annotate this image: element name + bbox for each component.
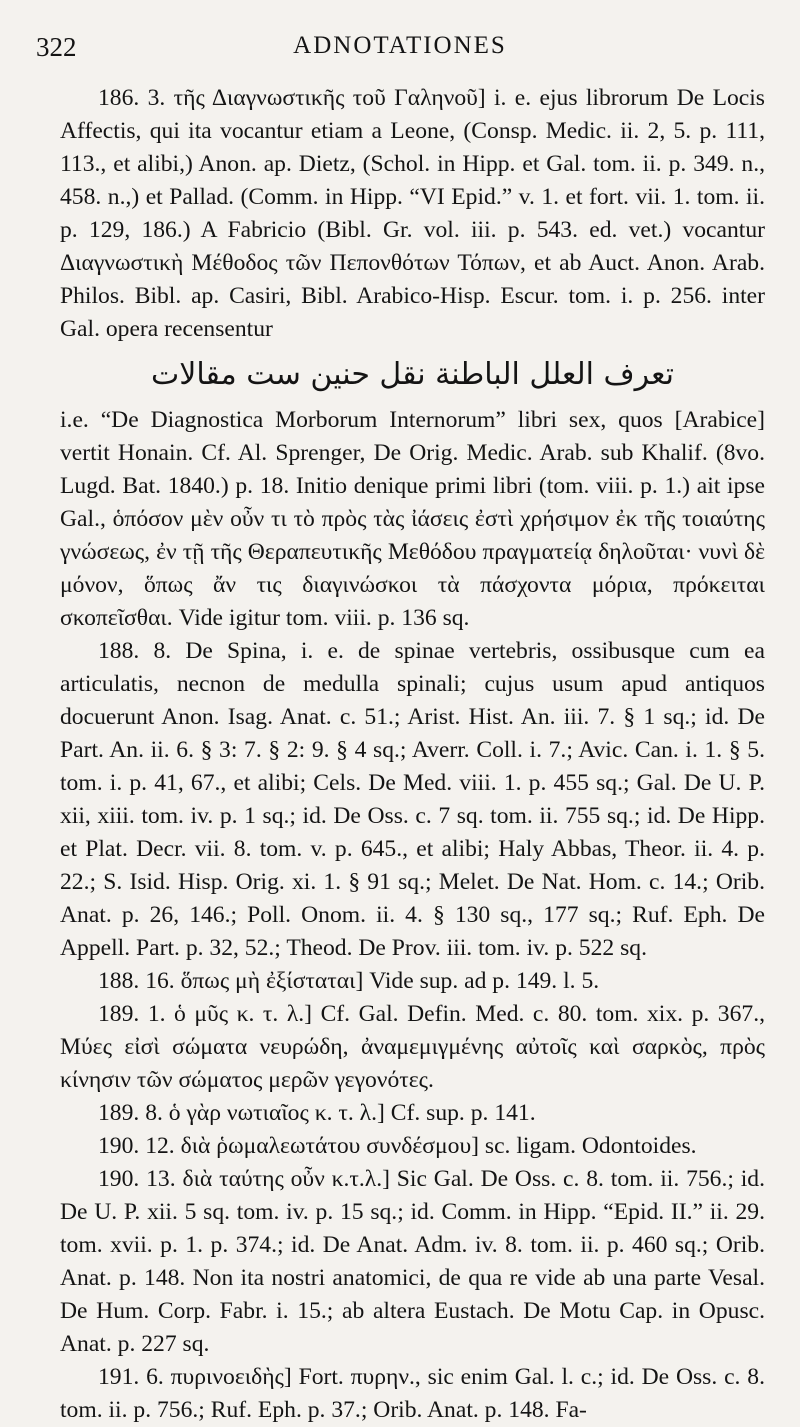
note-186-3-continued: i.e. “De Diagnostica Morborum Internorum” libri sex, quos [Arabice] vertit Honain. Cf. Al. Sprenger, De Orig. Medic. Arab. sub Khalif. (8vo. Lugd. Bat. 1840.) p. 18. Initio denique primi libri (tom. viii. p. 1.) ait ipse Gal., ὁπόσον μὲν οὖν τι τὸ πρὸς τὰς ἰάσεις ἐστὶ χρήσιμον ἐκ τῆς τοιαύτης γνώσεως, ἐν τῇ τῆς Θεραπευτικῆς Μεθόδου πραγματείᾳ δηλοῦται· νυνὶ δὲ μόνον, ὅπως ἄν τις διαγινώσκοι τὰ πάσχοντα μόρια, πρόκειται σκοπεῖσθαι. Vide igitur tom. viii. p. 136 sq. [60, 407, 765, 631]
annotations-body [60, 82, 765, 1427]
note-190-12: 190. 12. διὰ ῥωμαλεωτάτου συνδέσμου] sc. ligam. Odontoides. [98, 1133, 697, 1159]
page-number: 322 [36, 32, 77, 62]
running-title: ADNOTATIONES [293, 32, 507, 59]
note-188-8: 188. 8. De Spina, i. e. de spinae vertebris, ossibusque cum ea articulatis, necnon de medulla spinali; cujus usum apud antiquos docuerunt Anon. Isag. Anat. c. 51.; Arist. Hist. An. iii. 7. § 1 sq.; id. De Part. An. ii. 6. § 3: 7. § 2: 9. § 4 sq.; Averr. Coll. i. 7.; Avic. Can. i. 1. § 5. tom. i. p. 41, 67., et alibi; Cels. De Med. viii. 1. p. 455 sq.; Gal. De U. P. xii, xiii. tom. iv. p. 1 sq.; id. De Oss. c. 7 sq. tom. ii. 755 sq.; id. De Hipp. et Plat. Decr. vii. 8. tom. v. p. 645., et alibi; Haly Abbas, Theor. ii. 4. p. 22.; S. Isid. Hisp. Orig. xi. 1. § 91 sq.; Melet. De Nat. Hom. c. 14.; Orib. Anat. p. 26, 146.; Poll. Onom. ii. 4. § 130 sq., 177 sq.; Ruf. Eph. De Appell. Part. p. 32, 52.; Theod. De Prov. iii. tom. iv. p. 522 sq. [60, 638, 765, 961]
page-header [0, 30, 800, 70]
note-189-8: 189. 8. ὁ γὰρ νωτιαῖος κ. τ. λ.] Cf. sup. p. 141. [98, 1100, 536, 1126]
arabic-title-line: تعرف العلل الباطنة نقل حنين ست مقالات [150, 357, 675, 392]
note-189-1: 189. 1. ὁ μῦς κ. τ. λ.] Cf. Gal. Defin. Med. c. 80. tom. xix. p. 367., Μύες εἰσὶ σώματα νευρώδη, ἀναμεμιγμένης αὐτοῖς καὶ σαρκὸς, πρὸς κίνησιν τῶν σώματος μερῶν γεγονότες. [60, 1001, 765, 1093]
note-190-13: 190. 13. διὰ ταύτης οὖν κ.τ.λ.] Sic Gal. De Oss. c. 8. tom. ii. 756.; id. De U. P. xii. 5 sq. tom. iv. p. 15 sq.; id. Comm. in Hipp. “Epid. II.” ii. 29. tom. xvii. p. 1. p. 374.; id. De Anat. Adm. iv. 8. tom. ii. p. 460 sq.; Orib. Anat. p. 148. Non ita nostri anatomici, de qua re vide ab una parte Vesal. De Hum. Corp. Fabr. i. 15.; ab altera Eustach. De Motu Cap. in Opusc. Anat. p. 227 sq. [60, 1166, 765, 1357]
note-186-3: 186. 3. τῆς Διαγνωστικῆς τοῦ Γαληνοῦ] i. e. ejus librorum De Locis Affectis, qui ita vocantur etiam a Leone, (Consp. Medic. ii. 2, 5. p. 111, 113., et alibi,) Anon. ap. Dietz, (Schol. in Hipp. et Gal. tom. ii. p. 349. n., 458. n.,) et Pallad. (Comm. in Hipp. “VI Epid.” v. 1. et fort. vii. 1. tom. ii. p. 129, 186.) A Fabricio (Bibl. Gr. vol. iii. p. 543. ed. vet.) vocantur Διαγνωστικὴ Μέθοδος τῶν Πεπονθότων Τόπων, et ab Auct. Anon. Arab. Philos. Bibl. ap. Casiri, Bibl. Arabico-Hisp. Escur. tom. i. p. 256. inter Gal. opera recensentur [60, 85, 765, 342]
note-188-16: 188. 16. ὅπως μὴ ἐξίσταται] Vide sup. ad p. 149. l. 5. [98, 968, 600, 994]
note-191-6: 191. 6. πυρινοειδὴς] Fort. πυρην., sic enim Gal. l. c.; id. De Oss. c. 8. tom. ii. p. 756.; Ruf. Eph. p. 37.; Orib. Anat. p. 148. Fa- [60, 1364, 765, 1423]
